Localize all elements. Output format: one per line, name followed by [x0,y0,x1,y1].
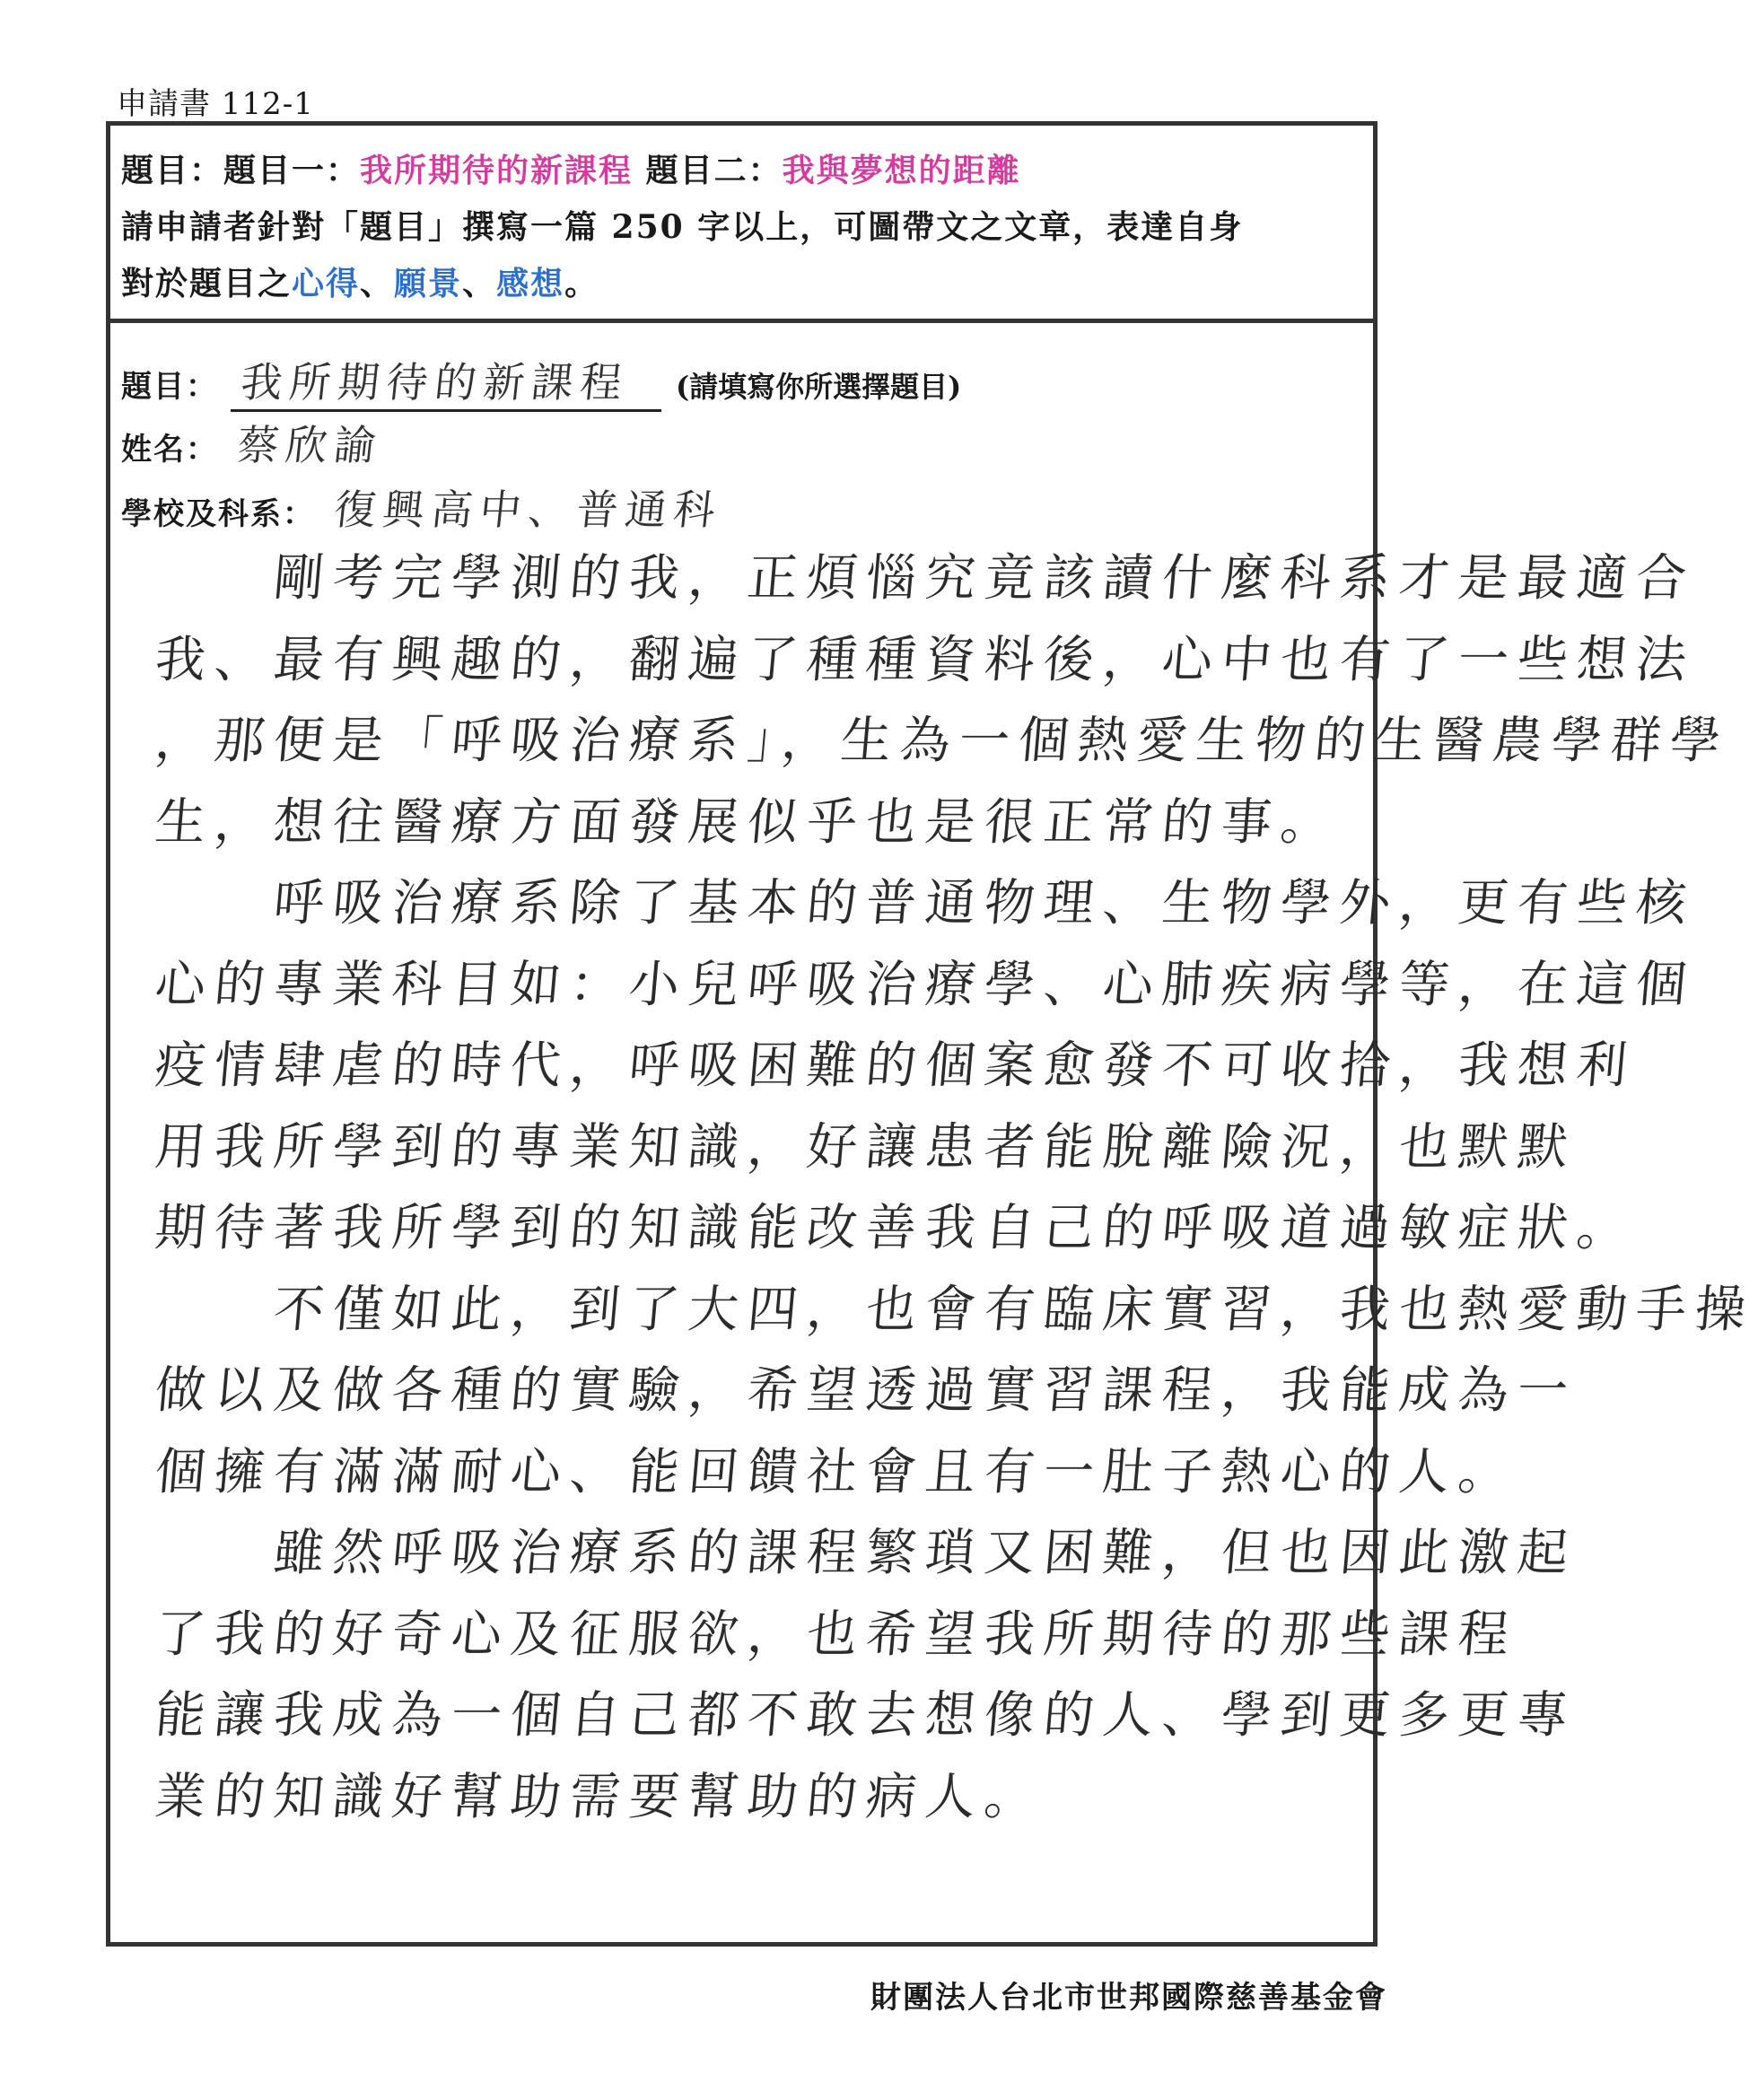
title-field [121,350,961,412]
essay-line: 心的專業科目如：小兒呼吸治療學、心肺疾病學等，在這個 [153,955,1698,1014]
instruction-text: 請申請者針對「題目」撰寫一篇 250 字以上，可圖帶文之文章，表達自身 [121,208,1244,246]
essay-line: 生，想往醫療方面發展似乎也是很正常的事。 [153,792,1343,852]
keywords-end: 。 [564,265,599,302]
keyword-vision: 願景 [394,265,463,302]
name-value: 蔡欣諭 [234,421,386,469]
keyword-separator: 、 [462,265,497,302]
keyword-experience: 心得 [292,265,361,302]
title-blank [231,350,661,412]
essay-line: 個擁有滿滿耐心、能回饋社會且有一肚子熱心的人。 [153,1442,1520,1501]
name-label: 姓名： [121,432,218,468]
topic-prefix: 題目：題目一： [121,152,361,189]
organization-footer: 財團法人台北市世邦國際慈善基金會 [870,1980,1387,2016]
school-field [121,477,725,537]
title-label: 題目： [121,369,218,405]
essay-line: 雖然呼吸治療系的課程繁瑣又困難，但也因此激起 [153,1524,1579,1582]
essay-line: ，那便是「呼吸治療系」，生為一個熱愛生物的生醫農學群學 [153,712,1732,770]
school-value: 復興高中、普通科 [331,486,725,534]
keywords-prefix: 對於題目之 [121,265,293,302]
essay-line: 呼吸治療系除了基本的普通物理、生物學外，更有些核 [153,874,1698,932]
keyword-reflection: 感想 [496,265,565,302]
instruction-keywords-line [121,258,599,304]
essay-body [152,538,1757,1838]
essay-line: 用我所學到的專業知識，好讓患者能脫離險況，也默默 [153,1117,1579,1177]
essay-line: 做以及做各種的實驗，希望透過實習課程，我能成為一 [153,1361,1579,1420]
topic-two-prefix: 題目二： [633,152,783,189]
topic-one: 我所期待的新課程 [360,152,634,189]
title-value: 我所期待的新課程 [238,358,632,407]
essay-line: 剛考完學測的我，正煩惱究竟該讀什麼科系才是最適合 [153,549,1698,608]
topic-two: 我與夢想的距離 [782,152,1021,189]
essay-line: 不僅如此，到了大四，也會有臨床實習，我也熱愛動手操 [153,1280,1757,1339]
form-code: 申請書 112-1 [117,86,314,122]
essay-line: 能讓我成為一個自己都不敢去想像的人、學到更多更專 [153,1686,1579,1745]
essay-line: 業的知識好幫助需要幫助的病人。 [153,1767,1046,1826]
title-hint: (請填寫你所選擇題目) [676,370,962,404]
topic-line [121,145,1021,191]
keyword-separator: 、 [360,265,395,302]
instructions-section [110,126,1373,323]
essay-line: 了我的好奇心及征服欲，也希望我所期待的那些課程 [153,1605,1520,1664]
name-field [121,413,386,472]
essay-line: 我、最有興趣的，翻遍了種種資料後，心中也有了一些想法 [153,630,1698,689]
school-label: 學校及科系： [121,496,315,532]
application-form-frame [106,121,1757,1947]
essay-line: 期待著我所學到的知識能改善我自己的呼吸道過敏症狀。 [153,1199,1639,1257]
essay-line: 疫情肆虐的時代，呼吸困難的個案愈發不可收拾，我想利 [153,1037,1639,1095]
